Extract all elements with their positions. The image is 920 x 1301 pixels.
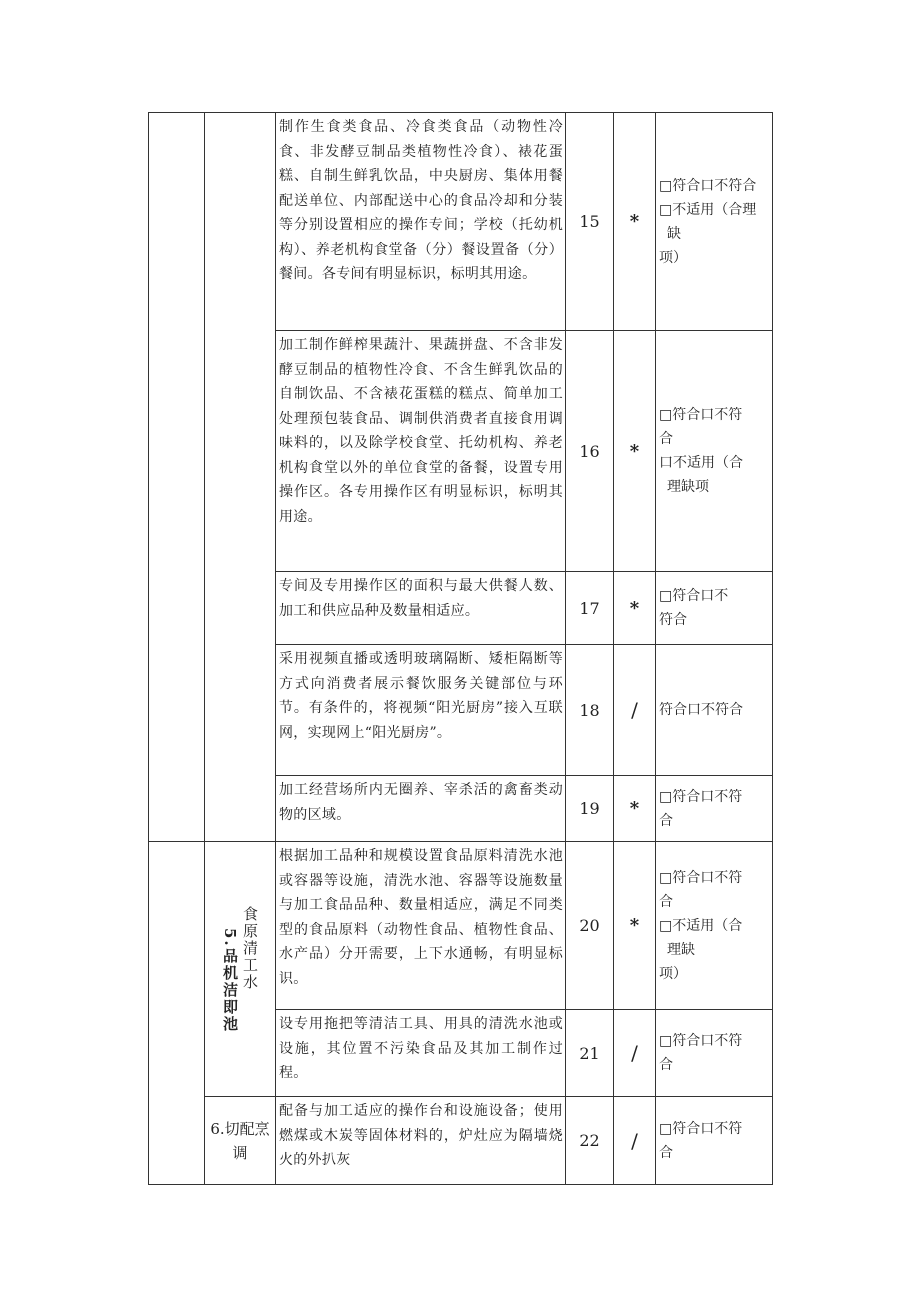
result-option[interactable]: □符合口不符合 (659, 177, 757, 194)
result-option-cont: 项） (659, 965, 687, 982)
requirement-text: 配备与加工适应的操作台和设施设备；使用燃煤或木炭等固体材料的，炉灶应为隔墙烧火的外扒灰 (276, 1097, 566, 1185)
item-number: 17 (566, 572, 614, 645)
requirement-text: 采用视频直播或透明玻璃隔断、矮柜隔断等方式向消费者展示餐饮服务关键部位与环节。有条件的，将视频“阳光厨房”接入互联网，实现网上“阳光厨房”。 (276, 645, 566, 776)
result-option[interactable]: □符合口不符 (659, 407, 743, 423)
item-number: 16 (566, 331, 614, 572)
subcategory-5-col-a: 5.品机洁即池 (221, 927, 239, 1033)
result-option-cont: 理缺 (667, 941, 695, 958)
result-cell (656, 842, 773, 1010)
requirement-text: 根据加工品种和规模设置食品原料清洗水池或容器等设施，清洗水池、容器等设施数量与加工食品品种、数量相适应，满足不同类型的食品原料（动物性食品、植物性食品、水产品）分开需要，上下水通畅，有明显标识。 (276, 842, 566, 1010)
requirement-text: 设专用拖把等清洁工具、用具的清洗水池或设施，其位置不污染食品及其加工制作过程。 (276, 1010, 566, 1097)
result-cell (656, 776, 773, 842)
requirement-text: 加工制作鲜榨果蔬汁、果蔬拼盘、不含非发酵豆制品的植物性冷食、不含生鲜乳饮品的自制饮品、不含裱花蛋糕的糕点、简单加工处理预包装食品、调制供消费者直接食用调味料的，以及除学校食堂、托幼机构、养老机构食堂以外的单位食堂的备餐，设置专用操作区。各专用操作区有明显标识，标明其用途。 (276, 331, 566, 572)
result-option[interactable]: □符合口不符 (659, 1033, 743, 1049)
result-option-cont: 合 (659, 431, 673, 447)
key-item-mark: * (614, 776, 656, 842)
result-option[interactable]: □符合口不符 (659, 869, 743, 886)
item-number: 20 (566, 842, 614, 1010)
subcategory-cell-5 (205, 842, 276, 1097)
result-option-cont: 合 (659, 812, 673, 829)
table-row-15 (149, 113, 773, 331)
key-item-mark: * (614, 331, 656, 572)
key-item-mark: / (614, 645, 656, 776)
requirement-text: 专间及专用操作区的面积与最大供餐人数、加工和供应品种及数量相适应。 (276, 572, 566, 645)
item-number: 15 (566, 113, 614, 331)
result-option[interactable]: □符合口不 (659, 588, 729, 604)
result-option-cont: 项） (659, 249, 687, 266)
result-cell (656, 1097, 773, 1185)
result-cell (656, 113, 773, 331)
result-cell (656, 572, 773, 645)
key-item-mark: / (614, 1097, 656, 1185)
result-cell (656, 1010, 773, 1097)
table-row-20 (149, 842, 773, 1010)
subcategory-cell-4 (205, 113, 276, 842)
subcategory-cell-6: 6.切配烹调 (205, 1097, 276, 1185)
item-number: 18 (566, 645, 614, 776)
key-item-mark: * (614, 842, 656, 1010)
major-category-cell (149, 113, 205, 842)
item-number: 21 (566, 1010, 614, 1097)
key-item-mark: * (614, 572, 656, 645)
result-option-cont: 合 (659, 1144, 673, 1161)
result-option[interactable]: 口不适用（合 (659, 455, 743, 471)
result-option[interactable]: □符合口不符 (659, 788, 743, 805)
item-number: 22 (566, 1097, 614, 1185)
result-option[interactable]: □符合口不符 (659, 1120, 743, 1137)
subcategory-5-col-b: 食原清工水 (241, 905, 259, 991)
table-row-22 (149, 1097, 773, 1185)
requirement-text: 制作生食类食品、冷食类食品（动物性冷食、非发酵豆制品类植物性冷食）、裱花蛋糕、自制生鲜乳饮品，中央厨房、集体用餐配送单位、内部配送中心的食品冷却和分装等分别设置相应的操作专间；学校（托幼机构）、养老机构食堂备（分）餐设置备（分）餐间。各专间有明显标识，标明其用途。 (276, 113, 566, 331)
result-cell (656, 331, 773, 572)
key-item-mark: / (614, 1010, 656, 1097)
item-number: 19 (566, 776, 614, 842)
result-option[interactable]: 符合口不符合 (659, 702, 743, 718)
result-option-cont: 合 (659, 893, 673, 910)
result-option-cont: 符合 (659, 612, 687, 628)
result-option[interactable]: □不适用（合理 (659, 201, 757, 218)
result-option-cont: 缺 (667, 225, 681, 242)
major-category-cell (149, 842, 205, 1185)
result-option-cont: 理缺项 (667, 479, 709, 495)
result-option-cont: 合 (659, 1057, 673, 1073)
result-option[interactable]: □不适用（合 (659, 917, 743, 934)
inspection-table (148, 112, 773, 1185)
result-cell (656, 645, 773, 776)
key-item-mark: * (614, 113, 656, 331)
requirement-text: 加工经营场所内无圈养、宰杀活的禽畜类动物的区域。 (276, 776, 566, 842)
